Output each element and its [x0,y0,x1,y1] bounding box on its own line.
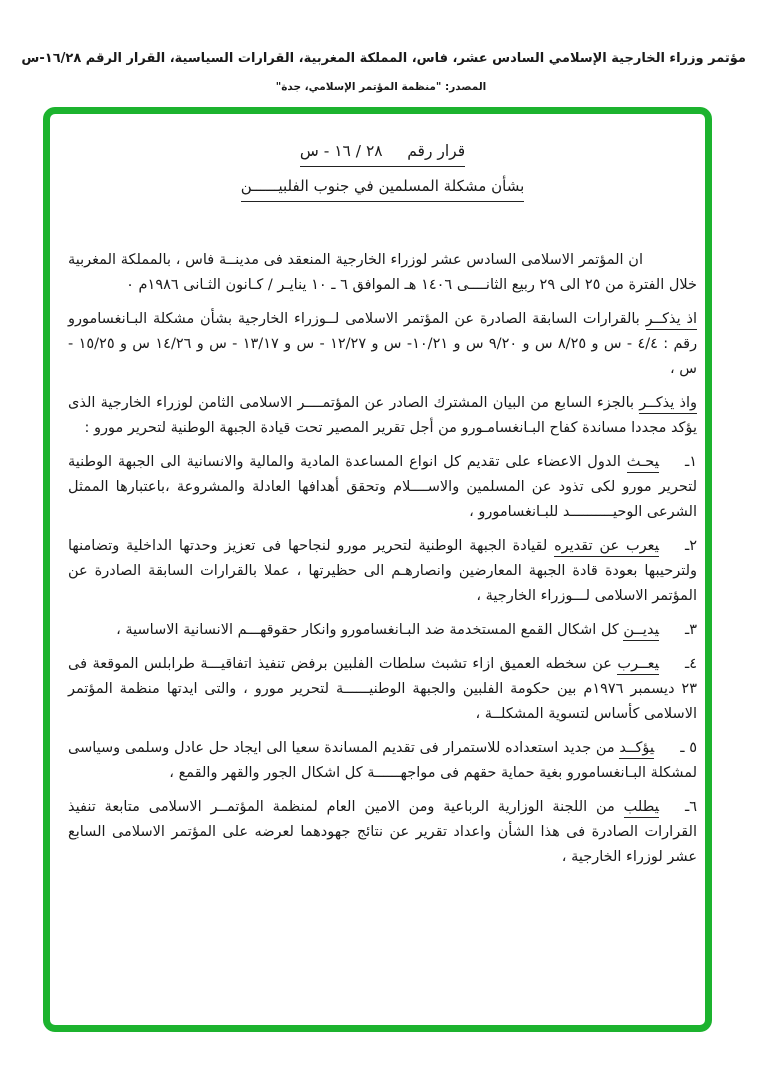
resolution-title-row [68,139,697,167]
item-text: الدول الاعضاء على تقديم كل انواع المساعدة المادية والمالية والانسانية الى الجبهة الوطنية لتحرير مورو لكى تذود عن المسلمين والاســــلام وتحقق أهدافها العادلة والمشروعة ،باعتبارها الممثل الشرعى الوحيــــــــــد للبـانغسامورو ، [68,454,697,520]
document-header-line: مؤتمر وزراء الخارجية الإسلامي السادس عشر، فاس، المملكة المغربية، القرارات السياسية، القرار الرقم ٢٨‏/‏١٦-س [21,51,746,66]
item-lead: يؤكــد [619,740,654,759]
item-number: ٣ـ [684,622,697,638]
item-lead: يعــرب [617,656,659,675]
resolution-title: قرار رقم ٢٨ / ١٦ - س [300,139,465,167]
item-number: ٤ـ [684,656,697,672]
item-text: لقيادة الجبهة الوطنية لتحرير مورو لنجاحها فى تعزيز وحدتها الداخلية وتضامنها ولترحيبها بعودة قادة الجبهة المعارضين وانصارهـم الى حظيرتها ، عملا بالقرارات السابقة الصادرة عن المؤتمر الاسلامى لـــوزراء الخارجية ، [68,538,697,604]
item-text: كل اشكال القمع المستخدمة ضد البـانغسامورو وانكار حقوقهـــم الانسانية الاساسية ، [116,622,619,638]
item-number: ٥ ـ [680,740,697,756]
source-attribution: المصدر: "منظمة المؤتمر الإسلامي، جدة" [275,81,487,93]
resolution-item [68,534,697,609]
paragraph-lead: اذ يذكــر [646,311,697,330]
resolution-item [68,618,697,643]
paragraph-lead: واذ يذكــر [639,395,697,414]
resolution-body [50,114,705,870]
item-text: من جديد استعداده للاستمرار فى تقديم المساندة سعيا الى ايجاد حل عادل وسلمى وسياسى لمشكلة البـانغسامورو بغية حماية حقهم فى مواجهــــــة كل اشكال الجور والقهر والقمع ، [68,740,697,781]
item-number: ٢ـ [684,538,698,554]
item-lead: يطلب [624,799,659,818]
preamble-paragraph [68,391,697,441]
resolution-item [68,450,697,525]
item-lead: يديــن [623,622,659,641]
document-border-frame [43,107,712,1032]
resolution-item [68,652,697,727]
resolution-subject-row [68,174,697,202]
preamble-paragraph [68,248,697,298]
resolution-item [68,736,697,786]
resolution-item [68,795,697,870]
item-text: عن سخطه العميق ازاء تشبث سلطات الفلبين برفض تنفيذ اتفاقيـــة طرابلس الموقعة فى ٢٣ ديسمبر ١٩٧٦م بين حكومة الفلبين والجبهة الوطنيــــــة لتحرير مورو ، والتى ايدتها منظمة المؤتمر الاسلامى كأساس لتسوية المشكلــة ، [68,656,697,722]
item-lead: يعرب عن تقديره [554,538,659,557]
item-number: ١ـ [684,454,698,470]
item-number: ٦ـ [684,799,698,815]
paragraph-text: بالجزء السابع من البيان المشترك الصادر عن المؤتمــــر الاسلامى الثامن لوزراء الخارجية الذى يؤكد مجددا مساندة كفاح البـانغسامـورو من أجل تقرير المصير تحت قيادة الجبهة الوطنية لتحرير مورو : [68,395,697,436]
paragraph-text: بالقرارات السابقة الصادرة عن المؤتمر الاسلامى لــوزراء الخارجية بشأن مشكلة البـانغسامورو رقم : ٤/٤ - س و ٢٥‏/‏٨ س و ٢٠‏/‏٩ س و ٢١‏/‏١٠- س و ٢٧‏/‏١٢ - س و ١٧‏/‏١٣ - س و ٢٦‏/‏١٤ س و ٢٥‏/‏١٥ - س ، [68,311,698,377]
resolution-subject: بشأن مشكلة المسلمين في جنوب الفلبيــــــن [241,174,525,202]
item-text: من اللجنة الوزارية الرباعية ومن الامين العام لمنظمة المؤتمــر الاسلامى متابعة تنفيذ القرارات الصادرة فى هذا الشأن واعداد تقرير عن نتائج جهودهما لعرضه على المؤتمر الاسلامى السابع عشر لوزراء الخارجية ، [68,799,697,865]
paragraph-text: ان المؤتمر الاسلامى السادس عشر لوزراء الخارجية المنعقد فى مدينــة فاس ، بالمملكة المغربية خلال الفترة من ٢٥ الى ٢٩ ربيع الثانــــى ١٤٠٦ هـ الموافق ٦ ـ ١٠ ينايـر / كـانون الثـانى ١٩٨٦م ٠ [68,252,697,293]
item-lead: يحـث [627,454,659,473]
preamble-paragraph [68,307,697,382]
